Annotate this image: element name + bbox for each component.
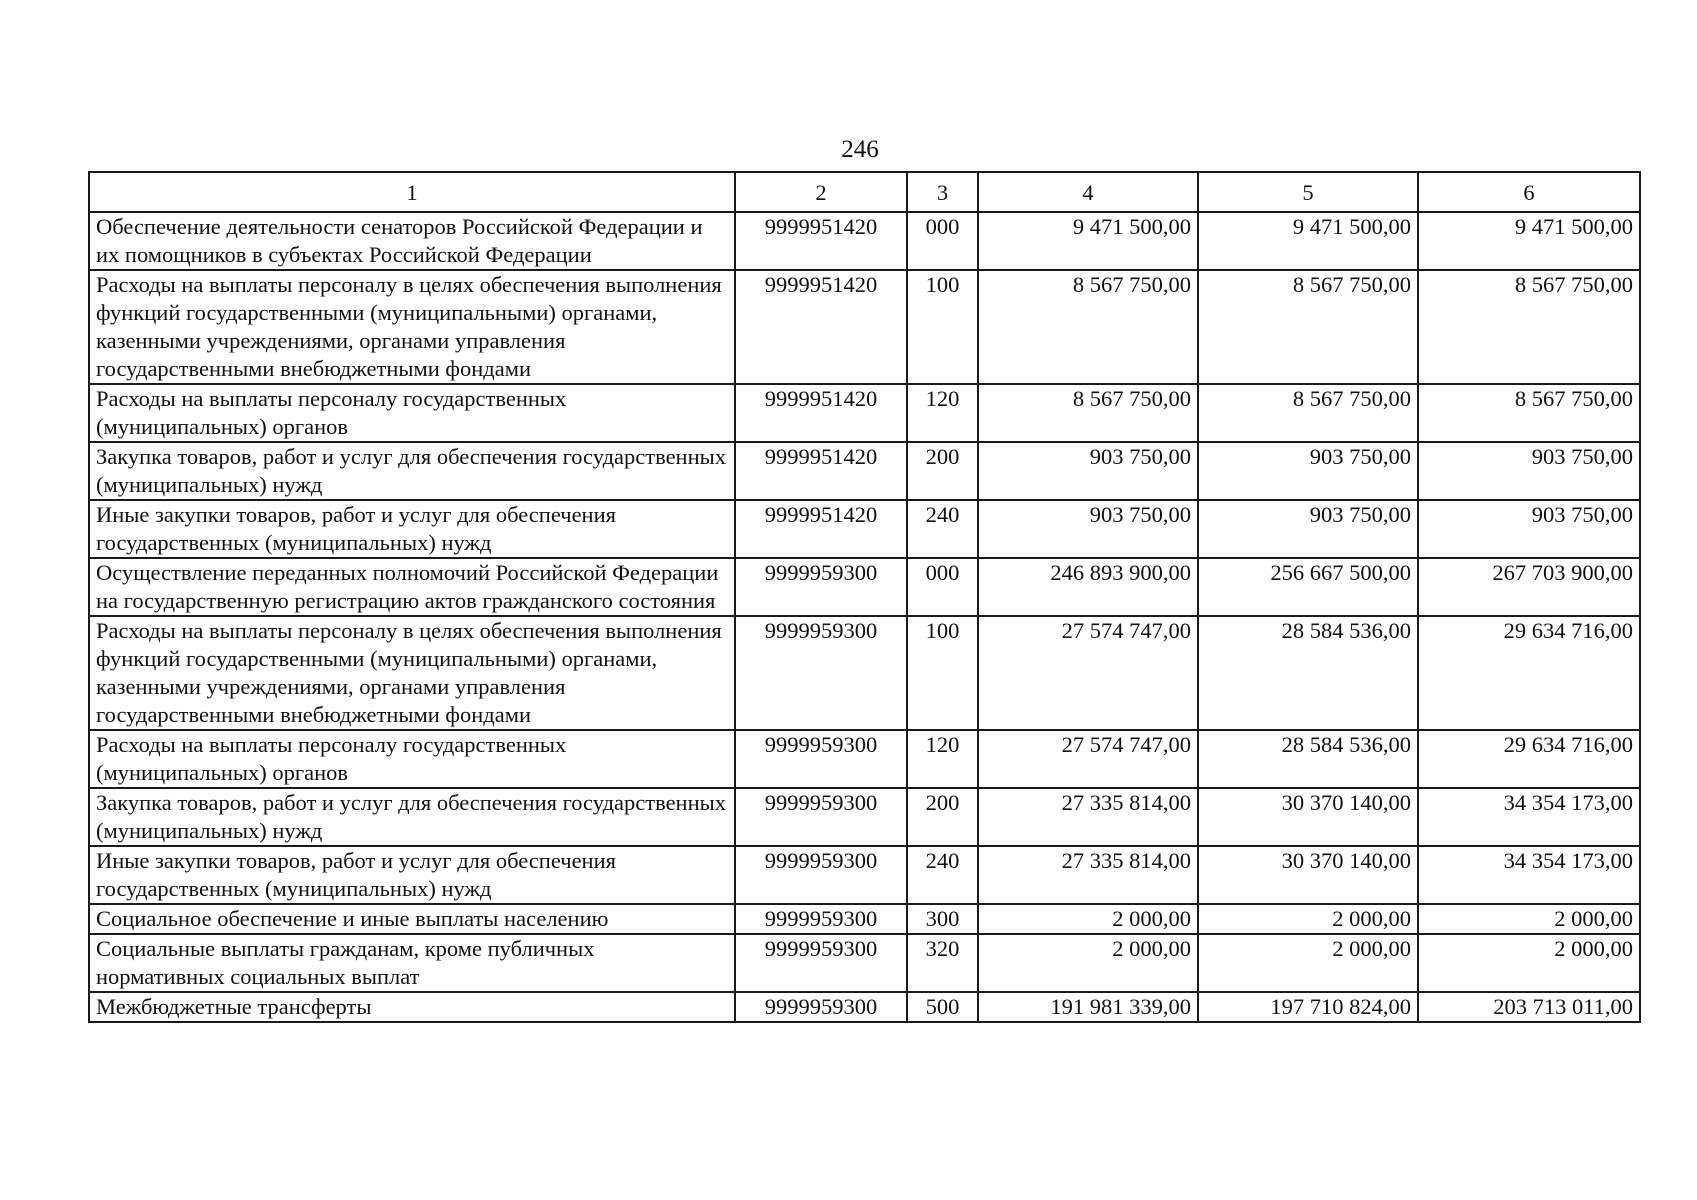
table-row: [89, 846, 1640, 904]
table-row: [89, 616, 1640, 730]
table-row: [89, 558, 1640, 616]
target-code-cell: 9999959300: [735, 846, 907, 904]
amount-col-5-cell: 2 000,00: [1198, 934, 1418, 992]
amount-col-6-cell: 2 000,00: [1418, 934, 1640, 992]
expense-name-cell: Иные закупки товаров, работ и услуг для обеспечения государственных (муниципальных) нужд: [89, 846, 735, 904]
amount-col-5-cell: 903 750,00: [1198, 500, 1418, 558]
target-code-cell: 9999951420: [735, 500, 907, 558]
expense-name-cell: Межбюджетные трансферты: [89, 992, 735, 1022]
expense-kind-cell: 500: [907, 992, 978, 1022]
page-number: 246: [841, 136, 879, 163]
table-row: [89, 500, 1640, 558]
target-code-cell: 9999959300: [735, 730, 907, 788]
expense-kind-cell: 320: [907, 934, 978, 992]
amount-col-6-cell: 29 634 716,00: [1418, 730, 1640, 788]
column-header: 6: [1418, 172, 1640, 212]
column-header: 3: [907, 172, 978, 212]
target-code-cell: 9999959300: [735, 934, 907, 992]
amount-col-6-cell: 29 634 716,00: [1418, 616, 1640, 730]
amount-col-4-cell: 27 335 814,00: [978, 788, 1198, 846]
amount-col-6-cell: 903 750,00: [1418, 442, 1640, 500]
column-header: 4: [978, 172, 1198, 212]
expense-name-cell: Закупка товаров, работ и услуг для обеспечения государственных (муниципальных) нужд: [89, 442, 735, 500]
expense-kind-cell: 100: [907, 616, 978, 730]
amount-col-5-cell: 9 471 500,00: [1198, 212, 1418, 270]
expense-kind-cell: 120: [907, 384, 978, 442]
expense-name-cell: Расходы на выплаты персоналу государственных (муниципальных) органов: [89, 384, 735, 442]
expense-kind-cell: 200: [907, 788, 978, 846]
amount-col-5-cell: 8 567 750,00: [1198, 384, 1418, 442]
amount-col-5-cell: 30 370 140,00: [1198, 788, 1418, 846]
amount-col-4-cell: 27 335 814,00: [978, 846, 1198, 904]
target-code-cell: 9999959300: [735, 616, 907, 730]
amount-col-5-cell: 28 584 536,00: [1198, 616, 1418, 730]
table-row: [89, 730, 1640, 788]
expense-kind-cell: 000: [907, 212, 978, 270]
budget-table: [88, 171, 1641, 1023]
target-code-cell: 9999951420: [735, 442, 907, 500]
amount-col-6-cell: 8 567 750,00: [1418, 384, 1640, 442]
expense-name-cell: Социальные выплаты гражданам, кроме публичных нормативных социальных выплат: [89, 934, 735, 992]
amount-col-5-cell: 903 750,00: [1198, 442, 1418, 500]
amount-col-4-cell: 246 893 900,00: [978, 558, 1198, 616]
amount-col-6-cell: 34 354 173,00: [1418, 846, 1640, 904]
expense-kind-cell: 000: [907, 558, 978, 616]
table-row: [89, 788, 1640, 846]
table-row: [89, 212, 1640, 270]
amount-col-4-cell: 27 574 747,00: [978, 730, 1198, 788]
amount-col-4-cell: 27 574 747,00: [978, 616, 1198, 730]
expense-name-cell: Расходы на выплаты персоналу государственных (муниципальных) органов: [89, 730, 735, 788]
amount-col-4-cell: 2 000,00: [978, 934, 1198, 992]
expense-kind-cell: 300: [907, 904, 978, 934]
expense-name-cell: Обеспечение деятельности сенаторов Российской Федерации и их помощников в субъектах Российской Федерации: [89, 212, 735, 270]
table-row: [89, 442, 1640, 500]
amount-col-6-cell: 903 750,00: [1418, 500, 1640, 558]
column-header: 1: [89, 172, 735, 212]
amount-col-6-cell: 2 000,00: [1418, 904, 1640, 934]
table-row: [89, 992, 1640, 1022]
amount-col-4-cell: 2 000,00: [978, 904, 1198, 934]
target-code-cell: 9999959300: [735, 558, 907, 616]
target-code-cell: 9999951420: [735, 212, 907, 270]
expense-name-cell: Иные закупки товаров, работ и услуг для обеспечения государственных (муниципальных) нужд: [89, 500, 735, 558]
target-code-cell: 9999959300: [735, 992, 907, 1022]
amount-col-4-cell: 9 471 500,00: [978, 212, 1198, 270]
amount-col-5-cell: 256 667 500,00: [1198, 558, 1418, 616]
amount-col-5-cell: 2 000,00: [1198, 904, 1418, 934]
amount-col-6-cell: 34 354 173,00: [1418, 788, 1640, 846]
amount-col-5-cell: 197 710 824,00: [1198, 992, 1418, 1022]
target-code-cell: 9999959300: [735, 788, 907, 846]
expense-kind-cell: 120: [907, 730, 978, 788]
expense-kind-cell: 100: [907, 270, 978, 384]
column-header: 2: [735, 172, 907, 212]
expense-name-cell: Осуществление переданных полномочий Российской Федерации на государственную регистрацию актов гражданского состояния: [89, 558, 735, 616]
expense-kind-cell: 200: [907, 442, 978, 500]
table-row: [89, 270, 1640, 384]
table-row: [89, 384, 1640, 442]
amount-col-6-cell: 9 471 500,00: [1418, 212, 1640, 270]
expense-name-cell: Расходы на выплаты персоналу в целях обеспечения выполнения функций государственными (муниципальными) органами, казенными учреждениями, органами управления государственными внебюджетными фондами: [89, 616, 735, 730]
expense-kind-cell: 240: [907, 500, 978, 558]
expense-name-cell: Закупка товаров, работ и услуг для обеспечения государственных (муниципальных) нужд: [89, 788, 735, 846]
expense-name-cell: Расходы на выплаты персоналу в целях обеспечения выполнения функций государственными (муниципальными) органами, казенными учреждениями, органами управления государственными внебюджетными фондами: [89, 270, 735, 384]
amount-col-6-cell: 8 567 750,00: [1418, 270, 1640, 384]
amount-col-4-cell: 8 567 750,00: [978, 384, 1198, 442]
target-code-cell: 9999951420: [735, 270, 907, 384]
amount-col-4-cell: 8 567 750,00: [978, 270, 1198, 384]
table-row: [89, 904, 1640, 934]
column-header: 5: [1198, 172, 1418, 212]
amount-col-5-cell: 28 584 536,00: [1198, 730, 1418, 788]
amount-col-5-cell: 30 370 140,00: [1198, 846, 1418, 904]
amount-col-6-cell: 267 703 900,00: [1418, 558, 1640, 616]
amount-col-4-cell: 191 981 339,00: [978, 992, 1198, 1022]
amount-col-4-cell: 903 750,00: [978, 500, 1198, 558]
expense-kind-cell: 240: [907, 846, 978, 904]
target-code-cell: 9999959300: [735, 904, 907, 934]
amount-col-6-cell: 203 713 011,00: [1418, 992, 1640, 1022]
table-row: [89, 934, 1640, 992]
table-header-row: [89, 172, 1640, 212]
amount-col-4-cell: 903 750,00: [978, 442, 1198, 500]
amount-col-5-cell: 8 567 750,00: [1198, 270, 1418, 384]
expense-name-cell: Социальное обеспечение и иные выплаты населению: [89, 904, 735, 934]
target-code-cell: 9999951420: [735, 384, 907, 442]
